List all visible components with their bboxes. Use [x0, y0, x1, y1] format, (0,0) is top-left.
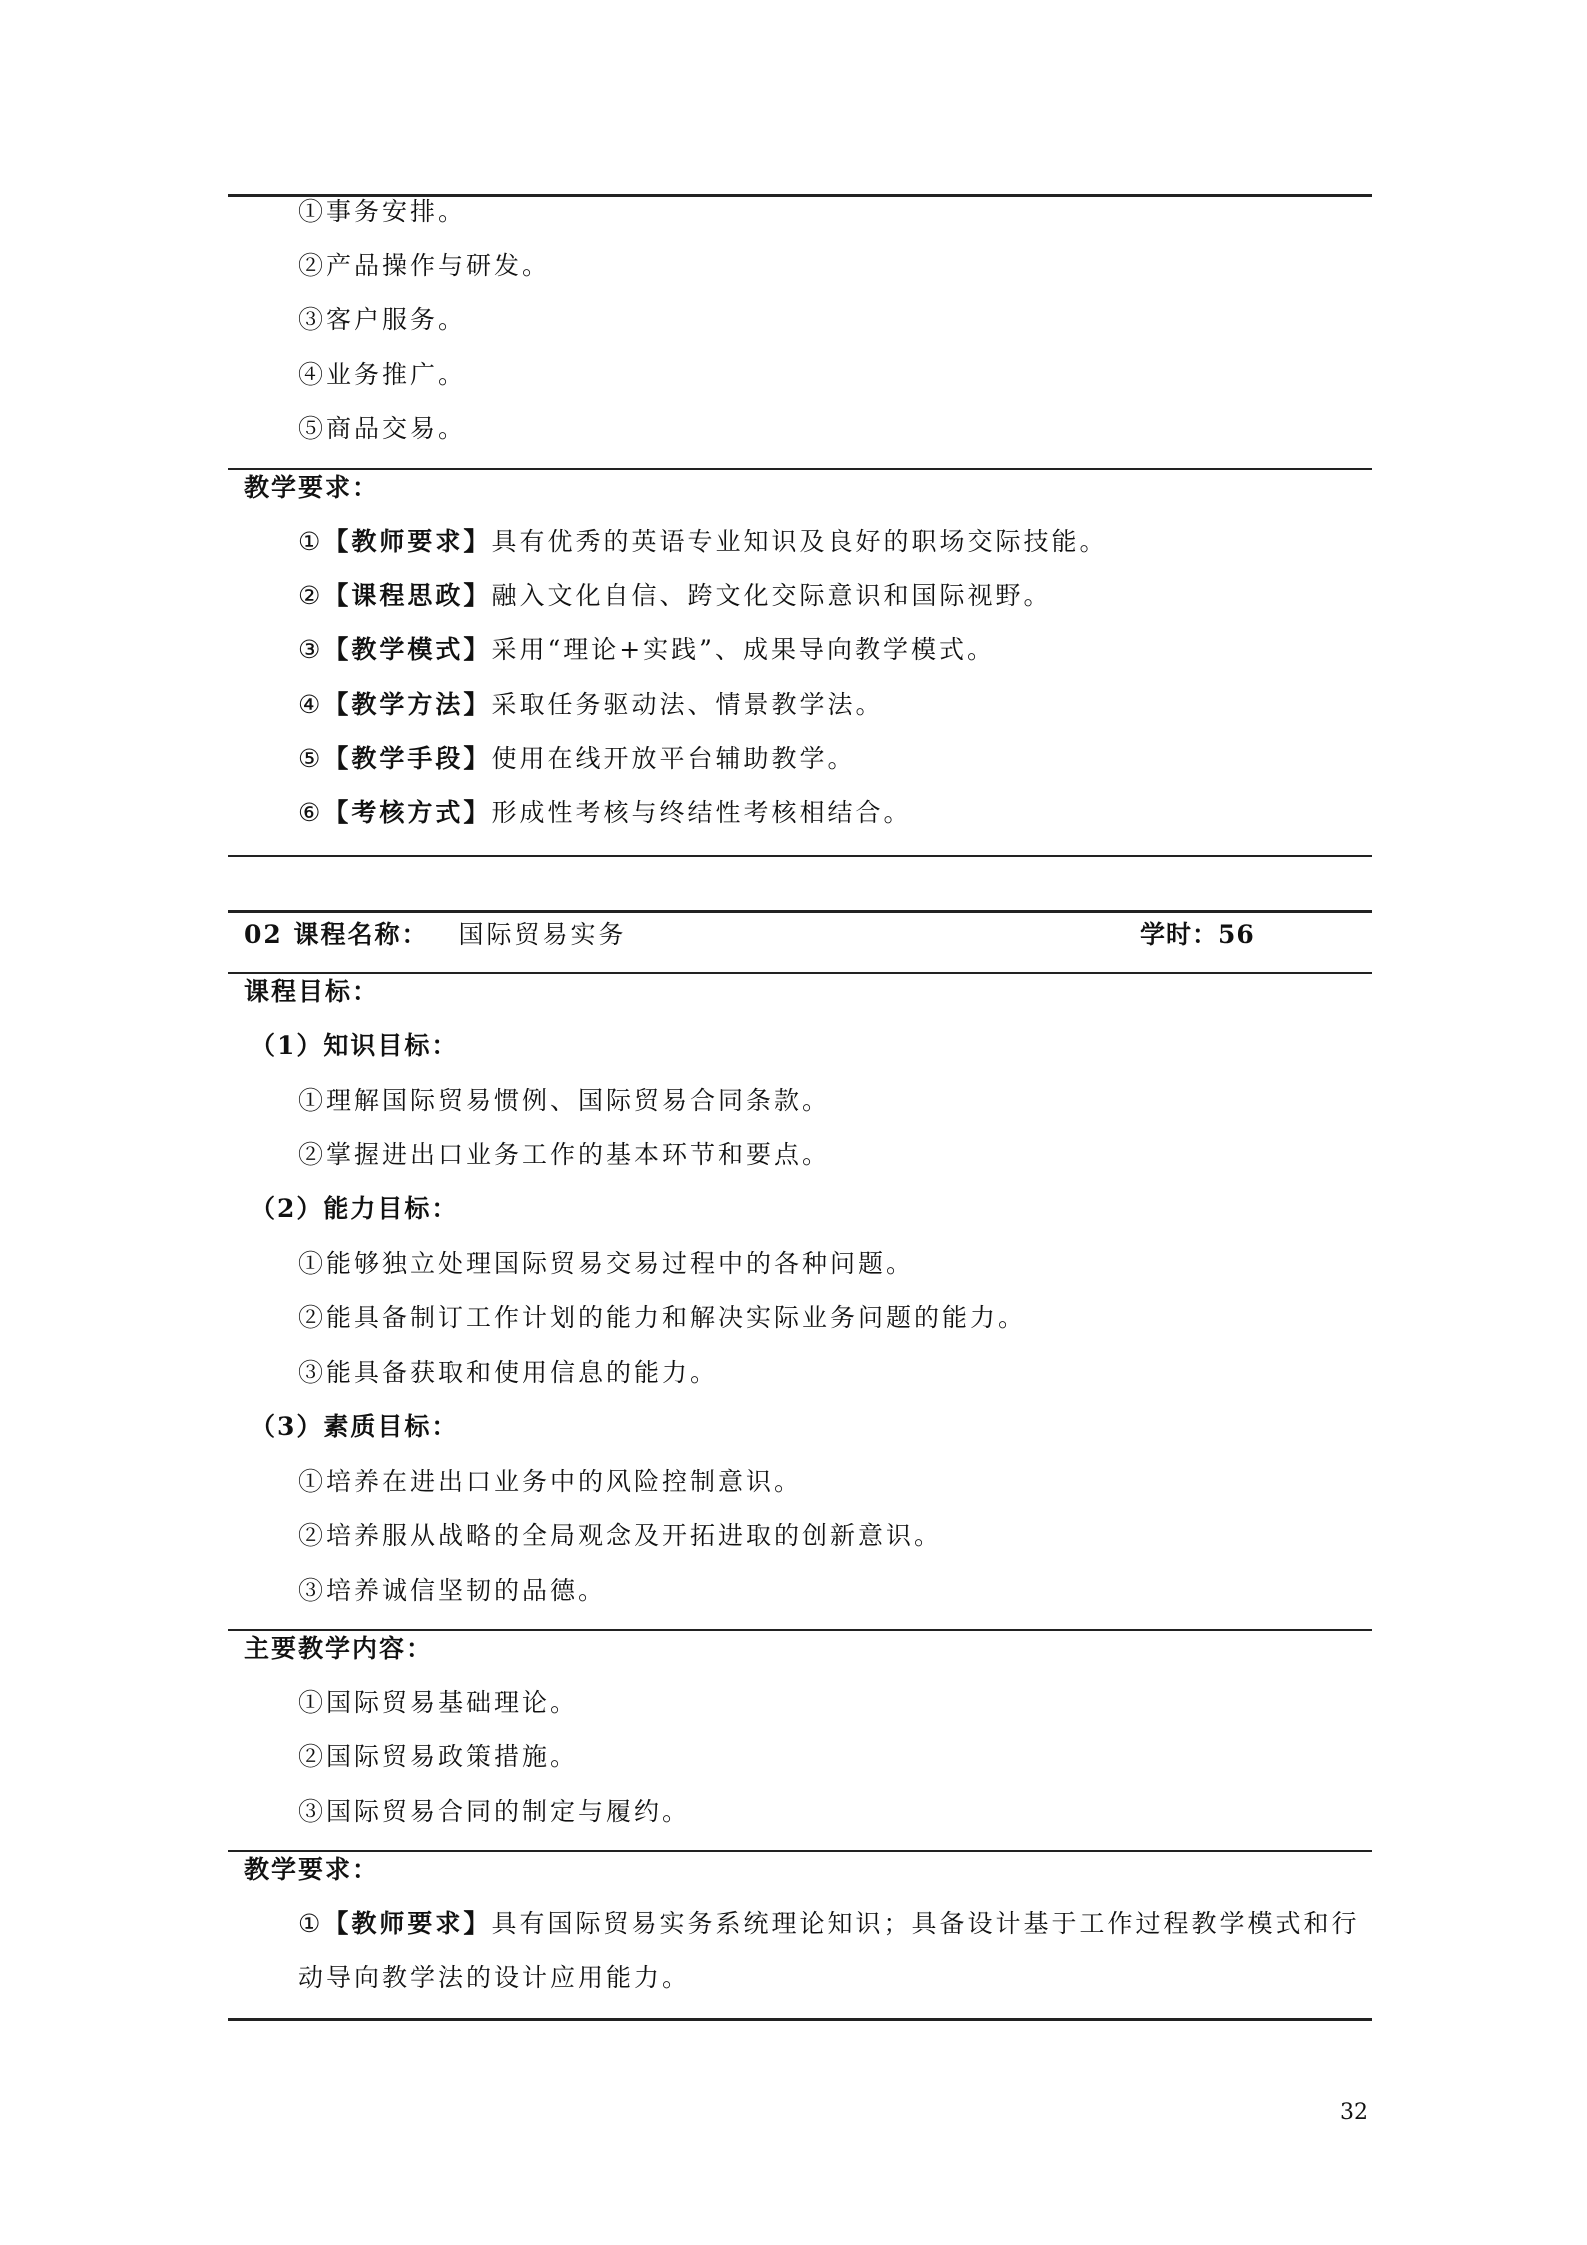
ability-item: ②能具备制订工作计划的能力和解决实际业务问题的能力。 — [298, 1303, 1027, 1332]
ability-item: ③能具备获取和使用信息的能力。 — [298, 1358, 719, 1387]
course-hours: 学时：56 — [1140, 920, 1255, 949]
content-item: ④业务推广。 — [298, 360, 467, 389]
quality-item: ③培养诚信坚韧的品德。 — [298, 1576, 607, 1605]
content-heading: 主要教学内容： — [244, 1634, 434, 1663]
requirement-num: ② — [298, 581, 324, 610]
page-number: 32 — [1340, 2100, 1368, 2125]
requirement-tag: 【教学手段】 — [323, 744, 492, 773]
knowledge-item: ②掌握进出口业务工作的基本环节和要点。 — [298, 1140, 831, 1169]
requirement-num: ⑥ — [298, 798, 324, 827]
requirement-num: ⑤ — [298, 744, 324, 773]
requirement-item — [298, 797, 911, 829]
requirement-text: 使用在线开放平台辅助教学。 — [491, 744, 856, 773]
objectives-heading: 课程目标： — [244, 977, 380, 1006]
knowledge-item: ①理解国际贸易惯例、国际贸易合同条款。 — [298, 1086, 831, 1115]
requirements-heading: 教学要求： — [244, 473, 380, 502]
ability-item: ①能够独立处理国际贸易交易过程中的各种问题。 — [298, 1249, 915, 1278]
knowledge-heading: （1）知识目标： — [250, 1031, 459, 1060]
requirement-item — [298, 526, 1107, 558]
row-divider — [228, 972, 1372, 974]
requirement-item — [298, 1908, 1359, 1940]
course-title — [244, 919, 627, 951]
requirement-num: ① — [298, 527, 324, 556]
requirement-text: 形成性考核与终结性考核相结合。 — [491, 798, 912, 827]
table-bottom-rule — [228, 855, 1372, 857]
requirement-text: 融入文化自信、跨文化交际意识和国际视野。 — [491, 581, 1052, 610]
requirement-tag: 【考核方式】 — [323, 798, 492, 827]
quality-heading: （3）素质目标： — [250, 1412, 459, 1441]
requirement-tag: 【课程思政】 — [323, 581, 492, 610]
quality-item: ②培养服从战略的全局观念及开拓进取的创新意识。 — [298, 1521, 943, 1550]
quality-item: ①培养在进出口业务中的风险控制意识。 — [298, 1467, 803, 1496]
course-label: 02 课程名称： — [244, 920, 429, 949]
row-divider — [228, 1850, 1372, 1852]
requirement-text: 采用“理论+实践”、成果导向教学模式。 — [491, 635, 995, 664]
content-item: ②国际贸易政策措施。 — [298, 1742, 579, 1771]
requirement-text: 具有优秀的英语专业知识及良好的职场交际技能。 — [491, 527, 1108, 556]
content-item: ③国际贸易合同的制定与履约。 — [298, 1797, 691, 1826]
requirement-tag: 【教学方法】 — [323, 690, 492, 719]
content-item: ②产品操作与研发。 — [298, 251, 551, 280]
requirement-tag: 【教师要求】 — [323, 527, 492, 556]
content-item: ⑤商品交易。 — [298, 414, 467, 443]
requirement-item — [298, 743, 855, 775]
table-bottom-rule — [228, 2018, 1372, 2021]
table-top-rule — [228, 910, 1372, 913]
course-name: 国际贸易实务 — [458, 920, 627, 949]
requirement-num: ③ — [298, 635, 324, 664]
content-item: ③客户服务。 — [298, 305, 467, 334]
requirement-num: ④ — [298, 690, 324, 719]
requirement-tag: 【教学模式】 — [323, 635, 492, 664]
requirement-tag: 【教师要求】 — [323, 1909, 492, 1938]
requirement-item — [298, 634, 995, 666]
ability-heading: （2）能力目标： — [250, 1194, 459, 1223]
row-divider — [228, 1629, 1372, 1631]
content-item: ①国际贸易基础理论。 — [298, 1688, 579, 1717]
requirements-heading: 教学要求： — [244, 1855, 380, 1884]
requirement-text: 具有国际贸易实务系统理论知识；具备设计基于工作过程教学模式和行 — [491, 1909, 1360, 1938]
requirement-item — [298, 689, 883, 721]
requirement-text-continued: 动导向教学法的设计应用能力。 — [298, 1963, 691, 1992]
requirement-text: 采取任务驱动法、情景教学法。 — [491, 690, 884, 719]
row-divider — [228, 468, 1372, 470]
requirement-num: ① — [298, 1909, 324, 1938]
requirement-item — [298, 580, 1051, 612]
content-item: ①事务安排。 — [298, 197, 467, 226]
